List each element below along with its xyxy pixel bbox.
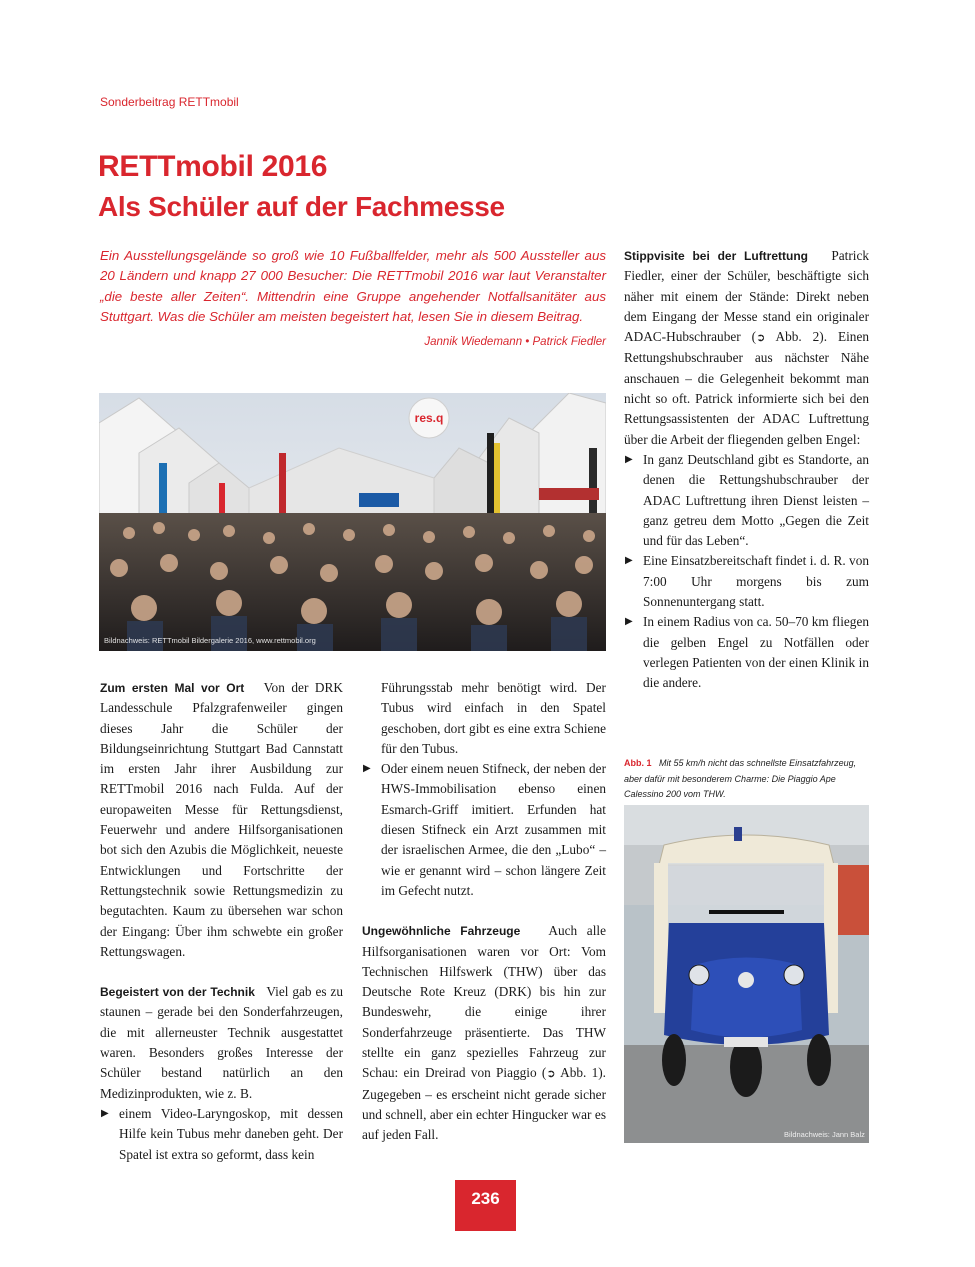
arrow-circle-icon: ➲ — [546, 1068, 556, 1081]
section-text-begeistert: Viel gab es zu staunen – gerade bei den Sonderfahrzeugen, die mit allerneuster Technik ausgestattet waren. Besonders großes Interesse der Schüler bestand natürlich an den Medizinprodukten, wie z. B. — [100, 984, 343, 1101]
balloon-banner-text: res.q — [414, 411, 444, 425]
section-label: Sonderbeitrag RETTmobil — [100, 95, 239, 109]
figure-caption-text: Mit 55 km/h nicht das schnellste Einsatzfahrzeug, aber dafür mit besonderem Charme: Die Piaggio Ape Calessino 200 vom THW. — [624, 758, 857, 799]
triangle-bullet-icon: ▶ — [625, 555, 633, 567]
triangle-bullet-icon: ▶ — [363, 763, 371, 775]
section-text-part: Patrick Fiedler, einer der Schüler, beschäftigte sich näher mit einem der Stände: Direkt neben dem Eingang der Messe stand ein originaler ADAC-Hubschrauber ( — [624, 248, 869, 345]
bullet-text: Eine Einsatzbereitschaft findet i. d. R. von 7:00 Uhr morgens bis zum Sonnenuntergang statt. — [643, 553, 869, 610]
list-item — [100, 1104, 343, 1165]
paragraph-begeistert — [100, 982, 343, 1104]
section-heading-zum-ersten-mal: Zum ersten Mal vor Ort — [100, 681, 245, 695]
triangle-bullet-icon: ▶ — [101, 1107, 109, 1119]
exhibition-crowd-photo — [99, 393, 606, 651]
bullet-text: Oder einem neuen Stifneck, der neben der HWS-Immobilisation ebenso einen Esmarch-Griff imitiert. Erfunden hat diesen Stifneck ein Arzt zusammen mit der israelischen Armee, die den „Lubo“ – wie er genannt wird – schon längere Zeit im Gefecht nutzt. — [381, 761, 606, 898]
list-item — [624, 450, 869, 551]
section-text-part: ). Einen Rettungshubschrauber aus nächster Nähe anschauen – die Gelegenheit bekommt man nicht so oft. Patrick informierte sich bei den Rettungsassistenten der ADAC Luftrettung über die Arbeit der fliegenden gelben Engel: — [624, 329, 869, 447]
page-number: 236 — [455, 1180, 516, 1231]
article-title: RETTmobil 2016 — [98, 150, 328, 183]
paragraph-stippvisite — [624, 246, 869, 450]
section-heading-begeistert: Begeistert von der Technik — [100, 985, 255, 1000]
triangle-bullet-icon: ▶ — [625, 616, 633, 628]
article-authors: Jannik Wiedemann • Patrick Fiedler — [424, 336, 606, 348]
figure-label: Abb. 1 — [624, 758, 652, 768]
column-2 — [362, 678, 606, 1146]
section-text-zum-ersten-mal: Von der DRK Landesschule Pfalzgrafenweiler gingen dieses Jahr die Schüler der Bildungseinrichtung Stuttgart Bad Cannstatt im ersten Jahr ihrer Ausbildung zur RETTmobil 2016 nach Fulda. Auf der europaweiten Messe für Rettungsdienst, Feuerwehr und andere Hilfsorganisationen bot sich den Azubis die Möglichkeit, neueste Entwicklungen und Fortschritte der Rettungstechnik sowie Rettungsmedizin zu begutachten. Kaum zu übersehen war schon der Eingang: Über ihm schwebte ein großer Rettungswagen. — [100, 680, 344, 959]
triangle-bullet-icon: ▶ — [625, 453, 633, 465]
column-3 — [624, 246, 869, 694]
arrow-circle-icon: ➲ — [756, 332, 766, 345]
figure-reference[interactable]: Abb. 1 — [560, 1065, 599, 1081]
photo-credit: Bildnachweis: RETTmobil Bildergalerie 2016, www.rettmobil.org — [104, 636, 316, 645]
paragraph-zum-ersten-mal — [100, 678, 343, 962]
article-lead: Ein Ausstellungsgelände so groß wie 10 Fußballfelder, mehr als 500 Aussteller aus 20 Ländern und knapp 27 000 Besucher: Die RETTmobil 2016 war laut Veranstalter „die beste aller Zeiten“. Mittendrin eine Gruppe angehender Notfallsanitäter aus Stuttgart. Was die Schüler am meisten begeistert hat, lesen Sie in diesem Beitrag. — [100, 248, 606, 324]
column-1 — [100, 678, 343, 1165]
paragraph-ungewoehnliche — [362, 921, 606, 1145]
bullet-text: In ganz Deutschland gibt es Standorte, an denen die Rettungshubschrauber der ADAC Luftrettung ihren Dienst leisten – ganz getreu dem Motto „Gegen die Zeit und für das Leben“. — [643, 451, 869, 549]
photo-credit: Bildnachweis: Jann Balz — [784, 1130, 865, 1139]
article-subtitle: Als Schüler auf der Fachmesse — [98, 191, 505, 222]
list-item — [362, 759, 606, 901]
section-text-part: Auch alle Hilfsorganisationen waren vor Ort: Vom Technischen Hilfswerk (THW) über das Deutsche Rote Kreuz (DRK) bis hin zur Bundeswehr, die einige ihrer Sonderfahrzeuge präsentierte. Das THW stellte ein ganz spezielles Fahrzeug zur Schau: ein Dreirad von Piaggio ( — [362, 923, 606, 1081]
list-item — [624, 551, 869, 612]
section-heading-stippvisite: Stippvisite bei der Luftrettung — [624, 249, 809, 263]
piaggio-vehicle-photo — [624, 805, 869, 1143]
bullet-text: In einem Radius von ca. 50–70 km fliegen die gelben Engel zu Notfällen oder verlegen Patienten von der einen Klinik in die andere. — [643, 614, 869, 691]
crowd-illustration — [99, 393, 606, 651]
figure-caption — [624, 756, 869, 803]
bullet-text: einem Video-Laryngoskop, mit dessen Hilfe kein Tubus mehr daneben geht. Der Spatel ist extra so geformt, dass kein — [119, 1105, 343, 1162]
piaggio-illustration — [624, 805, 869, 1143]
section-heading-ungewoehnliche: Ungewöhnliche Fahrzeuge — [362, 924, 521, 939]
list-item — [624, 612, 869, 693]
bullet-continuation: Führungsstab mehr benötigt wird. Der Tubus wird einfach in den Spatel geschoben, dort gibt es eine extra Schiene für den Tubus. — [381, 680, 606, 756]
section-text-part: ). Zugegeben – es erscheint nicht gerade sicher und schnell, aber ein echter Hingucker war es auf jeden Fall. — [362, 1065, 606, 1143]
figure-reference[interactable]: Abb. 2 — [775, 329, 820, 345]
